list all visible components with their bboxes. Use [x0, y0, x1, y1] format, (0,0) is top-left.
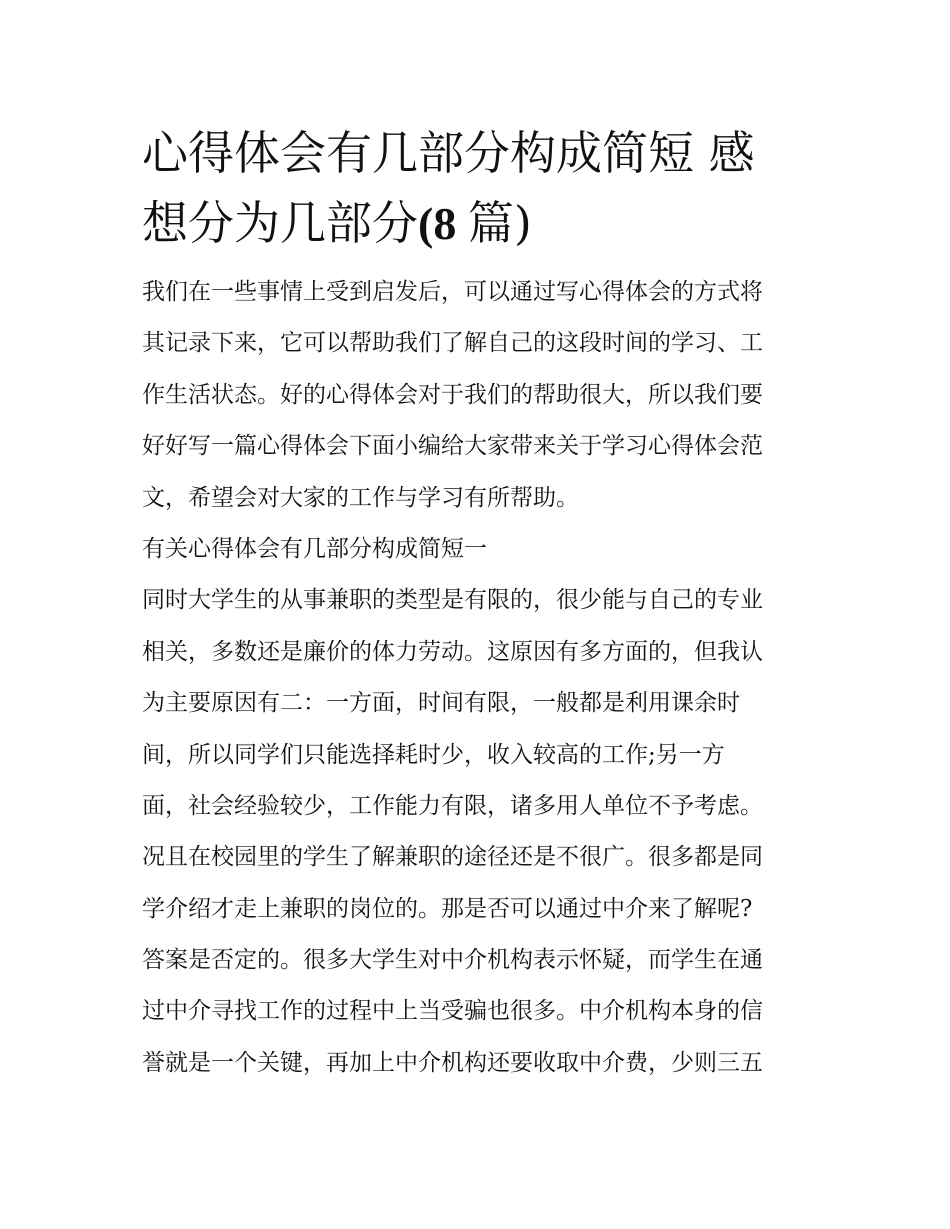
body-line: 作生活状态。好的心得体会对于我们的帮助很大，所以我们要	[142, 381, 763, 408]
body-line: 学介绍才走上兼职的岗位的。那是否可以通过中介来了解呢?	[142, 895, 753, 922]
title-line-2-text: 想分为几部分	[142, 196, 418, 250]
body-line: 相关，多数还是廉价的体力劳动。这原因有多方面的，但我认	[142, 638, 763, 665]
body-line: 过中介寻找工作的过程中上当受骗也很多。中介机构本身的信	[142, 998, 763, 1025]
body-line: 况且在校园里的学生了解兼职的途径还是不很广。很多都是同	[142, 844, 763, 871]
body-line: 面，社会经验较少，工作能力有限，诸多用人单位不予考虑。	[142, 792, 763, 819]
title-line-2-count: (8	[418, 198, 468, 249]
body-line: 文，希望会对大家的工作与学习有所帮助。	[142, 484, 579, 511]
body-line: 同时大学生的从事兼职的类型是有限的，很少能与自己的专业	[142, 587, 763, 614]
body-line: 好好写一篇心得体会下面小编给大家带来关于学习心得体会范	[142, 433, 763, 460]
body-line: 答案是否定的。很多大学生对中介机构表示怀疑，而学生在通	[142, 947, 763, 974]
body-line: 间，所以同学们只能选择耗时少，收入较高的工作;另一方	[142, 741, 725, 768]
body-line: 誉就是一个关键，再加上中介机构还要收取中介费，少则三五	[142, 1049, 763, 1076]
document-page	[142, 118, 814, 1089]
document-body	[142, 267, 814, 1089]
document-title	[142, 118, 814, 259]
body-line: 为主要原因有二：一方面，时间有限，一般都是利用课余时	[142, 690, 740, 717]
body-line: 我们在一些事情上受到启发后，可以通过写心得体会的方式将	[142, 279, 763, 305]
body-line: 其记录下来，它可以帮助我们了解自己的这段时间的学习、工	[142, 330, 763, 357]
title-line-1: 心得体会有几部分构成简短 感	[142, 126, 755, 180]
section-heading: 有关心得体会有几部分构成简短一	[142, 535, 487, 562]
title-line-2-suffix: 篇)	[467, 196, 532, 250]
